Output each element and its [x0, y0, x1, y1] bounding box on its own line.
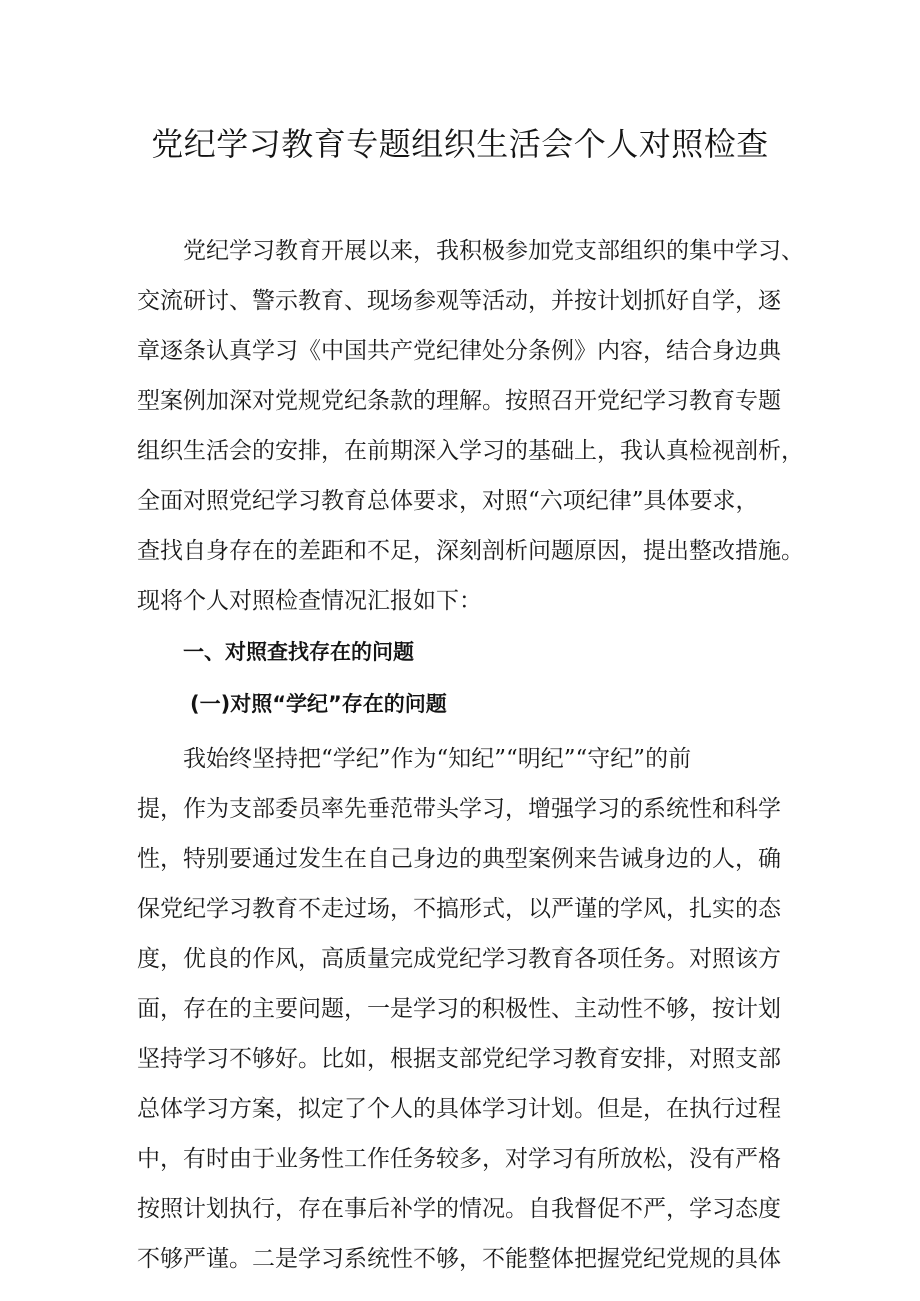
body-line-10: 按照计划执行，存在事后补学的情况。自我督促不严，学习态度 [137, 1196, 781, 1222]
intro-line-3: 章逐条认真学习《中国共产党纪律处分条例》内容，结合身边典 [137, 338, 781, 364]
intro-line-5: 组织生活会的安排，在前期深入学习的基础上，我认真检视剖析， [137, 438, 804, 464]
intro-line-4: 型案例加深对党规党纪条款的理解。按照召开党纪学习教育专题 [137, 388, 781, 414]
body-line-11: 不够严谨。二是学习系统性不够，不能整体把握党纪党规的具体 [137, 1246, 781, 1272]
section-heading: 一、对照查找存在的问题 [183, 640, 414, 664]
body-line-5: 度，优良的作风，高质量完成党纪学习教育各项任务。对照该方 [137, 946, 781, 972]
body-line-7: 坚持学习不够好。比如，根据支部党纪学习教育安排，对照支部 [137, 1046, 781, 1072]
body-line-2: 提，作为支部委员率先垂范带头学习，增强学习的系统性和科学 [137, 796, 781, 822]
body-line-4: 保党纪学习教育不走过场，不搞形式，以严谨的学风，扎实的态 [137, 896, 781, 922]
body-line-1: 我始终坚持把“学纪”作为“知纪”“明纪”“守纪”的前 [183, 746, 692, 772]
body-line-8: 总体学习方案，拟定了个人的具体学习计划。但是，在执行过程 [137, 1096, 781, 1122]
intro-line-7: 查找自身存在的差距和不足，深刻剖析问题原因，提出整改措施。 [137, 538, 804, 564]
intro-line-6: 全面对照党纪学习教育总体要求，对照“六项纪律”具体要求， [137, 488, 759, 514]
intro-line-8: 现将个人对照检查情况汇报如下： [137, 588, 482, 614]
intro-line-2: 交流研讨、警示教育、现场参观等活动，并按计划抓好自学，逐 [137, 288, 781, 314]
body-line-6: 面，存在的主要问题，一是学习的积极性、主动性不够，按计划 [137, 996, 781, 1022]
subsection-heading: (一)对照“学纪”存在的问题 [190, 692, 447, 716]
intro-line-1: 党纪学习教育开展以来，我积极参加党支部组织的集中学习、 [183, 238, 804, 264]
body-line-9: 中，有时由于业务性工作任务较多，对学习有所放松，没有严格 [137, 1146, 781, 1172]
body-line-3: 性，特别要通过发生在自己身边的典型案例来告诫身边的人，确 [137, 846, 781, 872]
document-title: 党纪学习教育专题组织生活会个人对照检查 [151, 125, 769, 163]
